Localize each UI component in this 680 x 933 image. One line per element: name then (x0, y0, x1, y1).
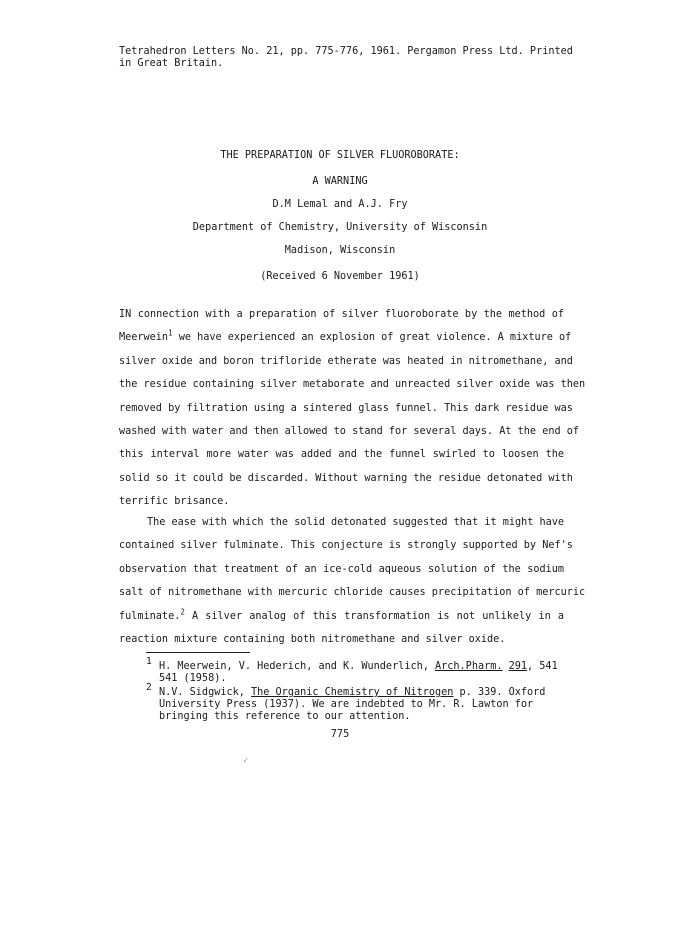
article-authors: D.M Lemal and A.J. Fry (272, 199, 408, 210)
page-number: 775 (330, 729, 350, 740)
paragraph-line: removed by filtration using a sintered glass funnel. This dark residue was (119, 402, 573, 414)
article-subtitle: A WARNING (312, 176, 368, 187)
received-date: (Received 6 November 1961) (260, 271, 420, 282)
author-affiliation: Department of Chemistry, University of Wisconsin (192, 222, 488, 233)
article-title: THE PREPARATION OF SILVER FLUOROBORATE: (220, 150, 460, 161)
paragraph-line: fulminate.$^2$ A silver analog of this transformation is not unlikely in a (119, 607, 564, 622)
paragraph-line: terrific brisance. (119, 496, 230, 508)
stray-check-mark: ✓ (243, 756, 249, 766)
journal-printed-line: in Great Britain. (119, 58, 224, 69)
body-paragraph-2 (119, 511, 586, 651)
footnote-number: 2 (146, 682, 152, 693)
journal-header (119, 46, 573, 70)
paragraph-line: IN connection with a preparation of silver fluoroborate by the method of (119, 309, 564, 320)
paragraph-line: observation that treatment of an ice-cold aqueous solution of the sodium (119, 563, 564, 575)
paragraph-line: the residue containing silver metaborate and unreacted silver oxide was then (119, 379, 586, 391)
paragraph-line: solid so it could be discarded. Without warning the residue detonated with (119, 472, 573, 484)
footnote-text: H. Meerwein, V. Hederich, and K. Wunderlich, Arch.Pharm. 291, 541 541 (1958). (159, 661, 558, 684)
footnote-ref-2: 2 (180, 607, 185, 617)
paragraph-line: salt of nitromethane with mercuric chloride causes precipitation of mercuric (119, 587, 586, 599)
paragraph-line: contained silver fulminate. This conjecture is strongly supported by Nef's (119, 540, 573, 552)
journal-citation-line: Tetrahedron Letters No. 21, pp. 775-776, 1961. Pergamon Press Ltd. Printed (119, 46, 573, 57)
paragraph-line: The ease with which the solid detonated suggested that it might have (147, 517, 565, 528)
paragraph-line: silver oxide and boron trifloride etherate was heated in nitromethane, and (119, 355, 573, 367)
footnote-divider (146, 652, 250, 653)
footnote-text: N.V. Sidgwick, The Organic Chemistry of Nitrogen p. 339. Oxford University Press (1937). We are indebted to Mr. R. Lawton for bringing this reference to our attention. (159, 687, 546, 722)
paragraph-line: washed with water and then allowed to stand for several days. At the end of (119, 426, 580, 438)
paragraph-line: this interval more water was added and the funnel swirled to loosen the (119, 449, 564, 461)
author-location: Madison, Wisconsin (284, 245, 396, 256)
body-paragraph-1 (119, 303, 586, 514)
paragraph-line: Meerwein$^1$ we have experienced an explosion of great violence. A mixture of (119, 329, 572, 344)
footnote-number: 1 (146, 656, 152, 667)
paragraph-line: reaction mixture containing both nitromethane and silver oxide. (119, 634, 506, 646)
footnote-ref-1: 1 (168, 329, 173, 339)
